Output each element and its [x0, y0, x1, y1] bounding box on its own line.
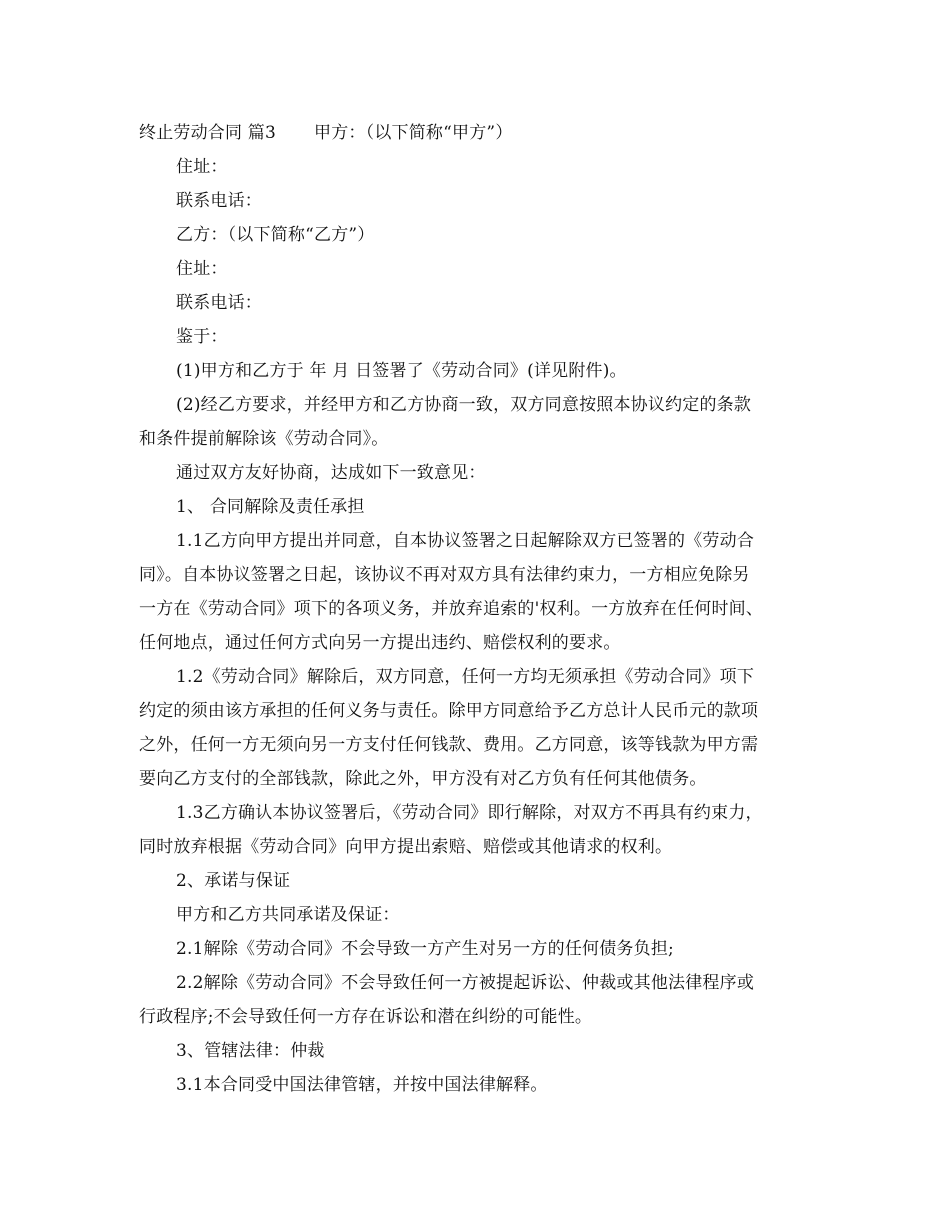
clause-1-2-line-4: 要向乙方支付的全部钱款，除此之外，甲方没有对乙方负有任何其他债务。 [139, 769, 707, 789]
clause-2-2-line-1: 2.2解除《劳动合同》不会导致任何一方被提起诉讼、仲裁或其他法律程序或 [176, 973, 755, 993]
whereas-2-line-1: (2)经乙方要求，并经甲方和乙方协商一致，双方同意按照本协议约定的条款 [176, 395, 752, 415]
phone-b: 联系电话： [176, 293, 262, 313]
section-3-heading: 3、管辖法律：仲裁 [176, 1041, 325, 1061]
clause-1-1-line-1: 1.1乙方向甲方提出并同意，自本协议签署之日起解除双方已签署的《劳动合 [176, 531, 755, 551]
section-1-heading: 1、 合同解除及责任承担 [176, 497, 365, 517]
clause-2-2-line-2: 行政程序;不会导致任何一方存在诉讼和潜在纠纷的可能性。 [139, 1007, 593, 1027]
clause-1-3-line-1: 1.3乙方确认本协议签署后，《劳动合同》即行解除，对双方不再具有约束力， [176, 803, 763, 823]
document-body [139, 116, 819, 1102]
address-a: 住址： [176, 157, 228, 177]
clause-1-2-line-2: 约定的须由该方承担的任何义务与责任。除甲方同意给予乙方总计人民币元的款项 [139, 701, 759, 721]
clause-1-1-line-4: 任何地点，通过任何方式向另一方提出违约、赔偿权利的要求。 [139, 633, 621, 653]
clause-1-2-line-1: 1.2《劳动合同》解除后，双方同意，任何一方均无须承担《劳动合同》项下 [176, 667, 755, 687]
clause-1-3-line-2: 同时放弃根据《劳动合同》向甲方提出索赔、赔偿或其他请求的权利。 [139, 837, 673, 857]
title-line [139, 116, 819, 150]
clause-1-1-line-3: 一方在《劳动合同》项下的各项义务，并放弃追索的'权利。一方放弃在任何时间、 [139, 599, 764, 619]
section-2-heading: 2、承诺与保证 [176, 871, 291, 891]
section-2-intro: 甲方和乙方共同承诺及保证： [176, 905, 400, 925]
document-title: 终止劳动合同 篇3 [139, 123, 277, 143]
clause-2-1: 2.1解除《劳动合同》不会导致一方产生对另一方的任何债务负担; [176, 939, 674, 959]
address-b: 住址： [176, 259, 228, 279]
phone-a: 联系电话： [176, 191, 262, 211]
party-a-intro: 甲方：（以下简称“甲方”） [314, 123, 513, 143]
agreement-intro: 通过双方友好协商，达成如下一致意见： [176, 463, 486, 483]
clause-1-1-line-2: 同》。自本协议签署之日起，该协议不再对双方具有法律约束力，一方相应免除另 [139, 565, 750, 585]
clause-1-2-line-3: 之外，任何一方无须向另一方支付任何钱款、费用。乙方同意，该等钱款为甲方需 [139, 735, 759, 755]
whereas-heading: 鉴于： [176, 327, 228, 347]
whereas-2-line-2: 和条件提前解除该《劳动合同》。 [139, 429, 389, 449]
clause-3-1: 3.1本合同受中国法律管辖，并按中国法律解释。 [176, 1075, 548, 1095]
whereas-1: (1)甲方和乙方于 年 月 日签署了《劳动合同》(详见附件)。 [176, 361, 627, 381]
party-b-intro: 乙方：（以下简称“乙方”） [176, 225, 375, 245]
